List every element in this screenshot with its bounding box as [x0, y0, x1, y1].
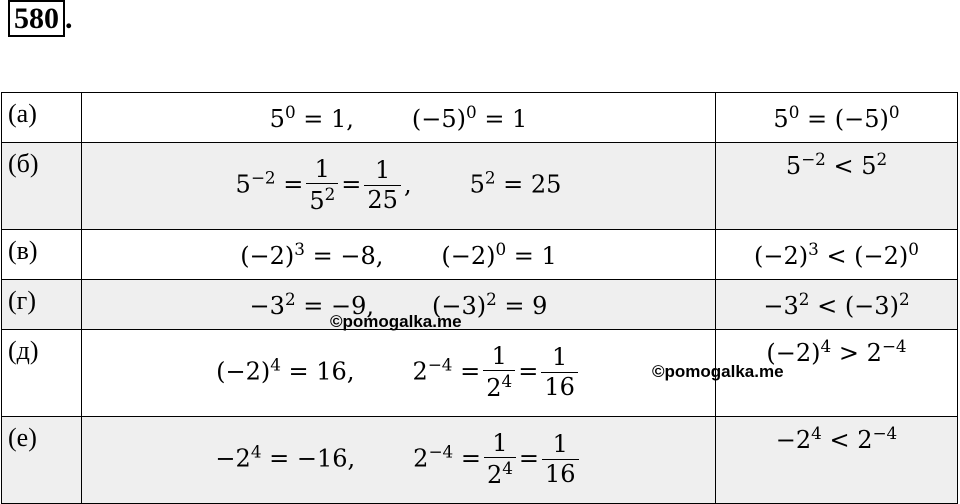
problem-number: 580 . [8, 4, 73, 34]
row-work: $-3^2 = -9$, $(-3)^2 = 9$ [82, 280, 716, 330]
row-conclusion: $-3^2 < (-3)^2$ [716, 280, 958, 330]
table-row [2, 280, 958, 330]
solution-table [1, 92, 958, 504]
row-label: (д) [2, 330, 82, 417]
row-work: $5^{-2}$ = $\frac{1}{5^2}$ = $\frac{1}{25}$ , $5^2 = 25$ [82, 143, 716, 230]
row-work: $(-2)^4 = 16$, $2^{-4}$ = $\frac{1}{2^4}$ = $\frac{1}{16}$ [82, 330, 716, 417]
row-label: (г) [2, 280, 82, 330]
table-row [2, 417, 958, 504]
table-row [2, 330, 958, 417]
row-label: (е) [2, 417, 82, 504]
row-label: (в) [2, 230, 82, 280]
row-conclusion: $5^0 = (-5)^0$ [716, 93, 958, 143]
row-work: $5^0 = 1$, $(-5)^0 = 1$ [82, 93, 716, 143]
row-work: $(-2)^3 = -8$, $(-2)^0 = 1$ [82, 230, 716, 280]
row-conclusion: $5^{-2} < 5^2$ [716, 143, 958, 230]
row-conclusion: $-2^4 < 2^{-4}$ [716, 417, 958, 504]
table-row [2, 230, 958, 280]
row-conclusion: $(-2)^3 < (-2)^0$ [716, 230, 958, 280]
watermark: ©pomogalka.me [330, 312, 462, 331]
row-work: $-2^4 = -16$, $2^{-4}$ = $\frac{1}{2^4}$ = $\frac{1}{16}$ [82, 417, 716, 504]
table-row [2, 93, 958, 143]
table-row [2, 143, 958, 230]
row-label: (б) [2, 143, 82, 230]
row-conclusion: $(-2)^4 > 2^{-4}$ [716, 330, 958, 417]
row-label: (а) [2, 93, 82, 143]
watermark: ©pomogalka.me [652, 362, 784, 381]
